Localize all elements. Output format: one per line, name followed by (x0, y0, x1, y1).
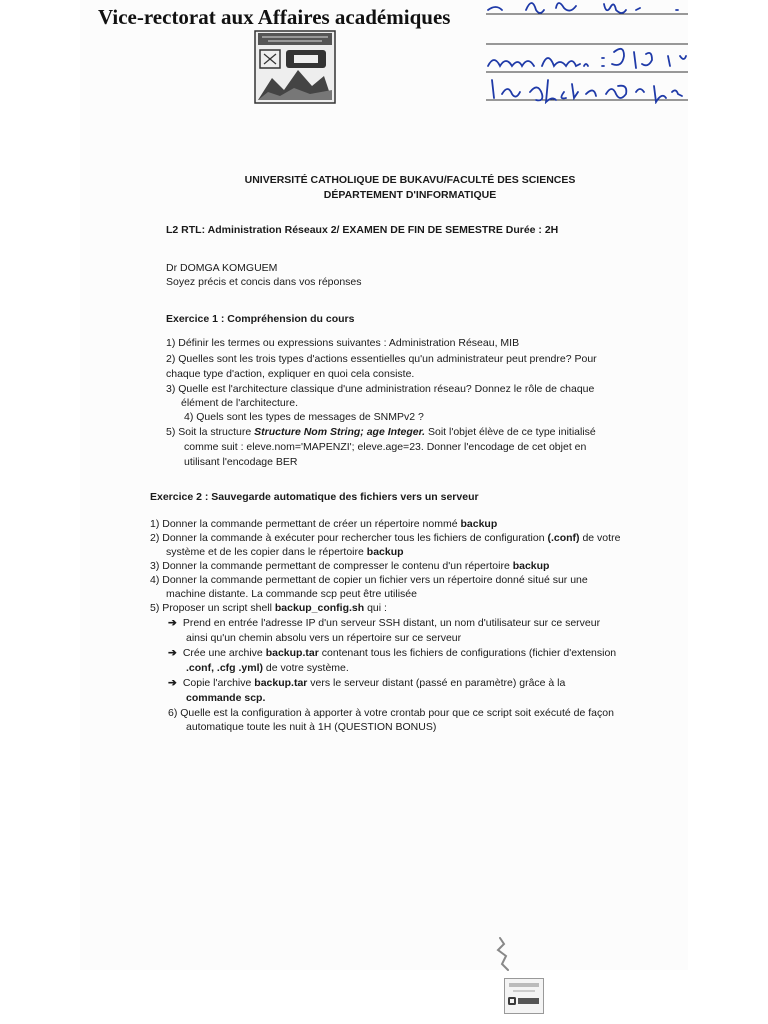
handwritten-notes (486, 0, 688, 104)
exercise2-bullet3-line1: ➔ Copie l'archive backup.tar vers le serveur distant (passé en paramètre) grâce à la (168, 677, 566, 689)
exercise2-bullet2-line1: ➔ Crée une archive backup.tar contenant tous les fichiers de configurations (fichier d'extension (168, 647, 617, 659)
exercise1-q1: 1) Définir les termes ou expressions suivantes : Administration Réseau, MIB (166, 337, 520, 349)
institution-name: UNIVERSITÉ CATHOLIQUE DE BUKAVU/FACULTÉ DES SCIENCES (244, 174, 576, 186)
exercise2-bullet3-line2: commande scp. (186, 692, 266, 704)
exercise2-q5: 5) Proposer un script shell backup_config.sh qui : (150, 602, 387, 614)
exam-instruction: Soyez précis et concis dans vos réponses (166, 276, 362, 288)
scanned-page (80, 0, 688, 970)
exercise1-q5-line3: utilisant l'encodage BER (184, 456, 298, 468)
camscanner-watermark (504, 978, 544, 1014)
university-logo (254, 30, 336, 104)
exercise2-bullet1-line1: ➔ Prend en entrée l'adresse IP d'un serveur SSH distant, un nom d'utilisateur sur ce serveur (168, 617, 601, 629)
exercise1-q3-line2: élément de l'architecture. (181, 397, 298, 409)
exercise2-q6-line2: automatique toute les nuit à 1H (QUESTION BONUS) (186, 721, 437, 733)
exercise2-title: Exercice 2 : Sauvegarde automatique des fichiers vers un serveur (150, 491, 479, 503)
exercise1-q4: 4) Quels sont les types de messages de SNMPv2 ? (184, 411, 424, 423)
exercise1-q3-line1: 3) Quelle est l'architecture classique d'une administration réseau? Donnez le rôle de chaque (166, 383, 595, 395)
arrow-icon: ➔ (168, 677, 177, 689)
arrow-icon: ➔ (168, 617, 177, 629)
exercise2-q6-line1: 6) Quelle est la configuration à apporter à votre crontab pour que ce script soit exécuté de façon (168, 707, 614, 719)
exercise1-q5-line2: comme suit : eleve.nom='MAPENZI'; eleve.age=23. Donner l'encodage de cet objet en (184, 441, 587, 453)
exam-heading: L2 RTL: Administration Réseaux 2/ EXAMEN DE FIN DE SEMESTRE Durée : 2H (166, 224, 559, 236)
department-name: DÉPARTEMENT D'INFORMATIQUE (323, 189, 497, 201)
arrow-icon: ➔ (168, 647, 177, 659)
exam-author: Dr DOMGA KOMGUEM (166, 262, 278, 274)
exercise2-bullet1-line2: ainsi qu'un chemin absolu vers un répertoire sur ce serveur (186, 632, 462, 644)
exercise2-q2-line1: 2) Donner la commande à exécuter pour rechercher tous les fichiers de configuration (.conf) de votre (150, 532, 621, 544)
exercise2-q4-line1: 4) Donner la commande permettant de copier un fichier vers un répertoire donné situé sur une (150, 574, 588, 586)
exercise2-q4-line2: machine distante. La commande scp peut être utilisée (166, 588, 417, 600)
exercise1-q2-line1: 2) Quelles sont les trois types d'actions essentielles qu'un administrateur peut prendre? Pour (166, 353, 597, 365)
exercise2-q1: 1) Donner la commande permettant de créer un répertoire nommé backup (150, 518, 498, 530)
exercise1-title: Exercice 1 : Compréhension du cours (166, 313, 355, 325)
exercise2-bullet2-line2: .conf, .cfg .yml) de votre système. (186, 662, 349, 674)
exercise1-q2-line2: chaque type d'action, expliquer en quoi cela consiste. (166, 368, 415, 380)
scan-artifact (494, 936, 514, 972)
exercise1-q5-line1: 5) Soit la structure Structure Nom String; age Integer. Soit l'objet élève de ce type initialisé (166, 426, 596, 438)
exercise2-q3: 3) Donner la commande permettant de compresser le contenu d'un répertoire backup (150, 560, 550, 572)
page-header-title: Vice-rectorat aux Affaires académiques (98, 5, 451, 29)
exercise2-q2-line2: système et de les copier dans le répertoire backup (166, 546, 404, 558)
